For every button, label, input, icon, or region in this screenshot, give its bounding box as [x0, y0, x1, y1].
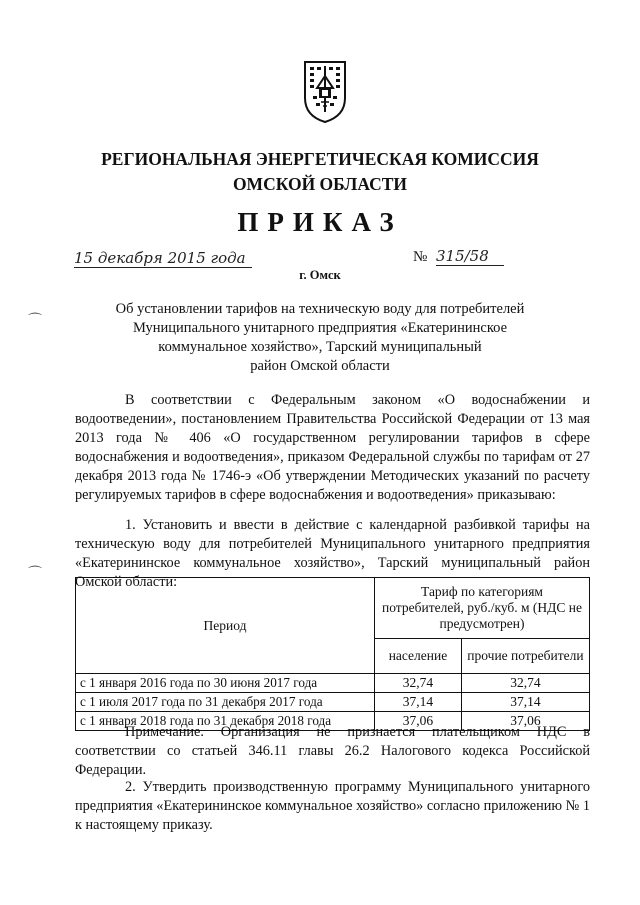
- tariff-table: [75, 577, 590, 731]
- header-other-consumers: прочие потребители: [461, 639, 589, 674]
- cell-population: 37,06: [375, 712, 462, 731]
- cell-other: 32,74: [461, 674, 589, 693]
- cell-period: с 1 января 2016 года по 30 июня 2017 года: [76, 674, 375, 693]
- table-row: [76, 674, 590, 693]
- margin-punch-mark: ⌒: [28, 314, 42, 329]
- preamble-paragraph: В соответствии с Федеральным законом «О водоснабжении и водоотведении», постановлением Правительства Российской Федерации от 13 мая 2013 года № 406 «О государственном регулировании тарифов в сфере водоснабжения и водоотведения», приказом Федеральной службы по тарифам от 27 декабря 2013 года № 1746-э «Об утверждении Методических указаний по расчету регулируемых тарифов в сфере водоснабжения и водоотведения» приказываю:: [75, 392, 590, 503]
- header-period: Период: [76, 578, 375, 674]
- subject-line: район Омской области: [250, 358, 390, 374]
- header-population: население: [375, 639, 462, 674]
- city-label: г. Омск: [299, 268, 341, 282]
- item-1-paragraph: 1. Установить и ввести в действие с календарной разбивкой тарифы на техническую воду для потребителей Муниципального унитарного предприятия «Екатерининское коммунальное хозяйство», Тарский муниципальный район Омской области:: [75, 517, 590, 590]
- item-2-paragraph: 2. Утвердить производственную программу Муниципального унитарного предприятия «Екатерининское коммунальное хозяйство» согласно приложению № 1 к настоящему приказу.: [75, 779, 590, 833]
- subject-line: Муниципального унитарного предприятия «Екатерининское: [132, 320, 508, 336]
- order-subject: [100, 300, 540, 376]
- cell-other: 37,14: [461, 693, 589, 712]
- organization-name-line2: ОМСКОЙ ОБЛАСТИ: [232, 174, 408, 194]
- organization-name-line1: РЕГИОНАЛЬНАЯ ЭНЕРГЕТИЧЕСКАЯ КОМИССИЯ: [101, 149, 539, 169]
- order-title: ПРИКАЗ: [237, 207, 403, 237]
- margin-punch-mark: ⌒: [28, 567, 42, 582]
- handwritten-date: 15 декабря 2015 года: [74, 249, 252, 268]
- cell-other: 37,06: [461, 712, 589, 731]
- organization-name: [0, 147, 640, 197]
- header-tariff-group: Тариф по категориям потребителей, руб./куб. м (НДС не предусмотрен): [375, 578, 590, 639]
- cell-period: с 1 января 2018 года по 31 декабря 2018 года: [76, 712, 375, 731]
- order-number-label: №: [413, 249, 428, 265]
- cell-period: с 1 июля 2017 года по 31 декабря 2017 года: [76, 693, 375, 712]
- table-row: [76, 693, 590, 712]
- subject-line: Об установлении тарифов на техническую воду для потребителей: [115, 301, 525, 317]
- cell-population: 37,14: [375, 693, 462, 712]
- cell-population: 32,74: [375, 674, 462, 693]
- note-paragraph: Примечание. Организация не признается плательщиком НДС в соответствии со статьей 346.11 главы 26.2 Налогового кодекса Российской Федерации.: [75, 724, 590, 778]
- subject-line: коммунальное хозяйство», Тарский муниципальный: [158, 339, 482, 355]
- table-header-row: [76, 578, 590, 639]
- omsk-coat-of-arms-emblem: [301, 58, 349, 124]
- handwritten-order-number: 315/58: [436, 247, 504, 266]
